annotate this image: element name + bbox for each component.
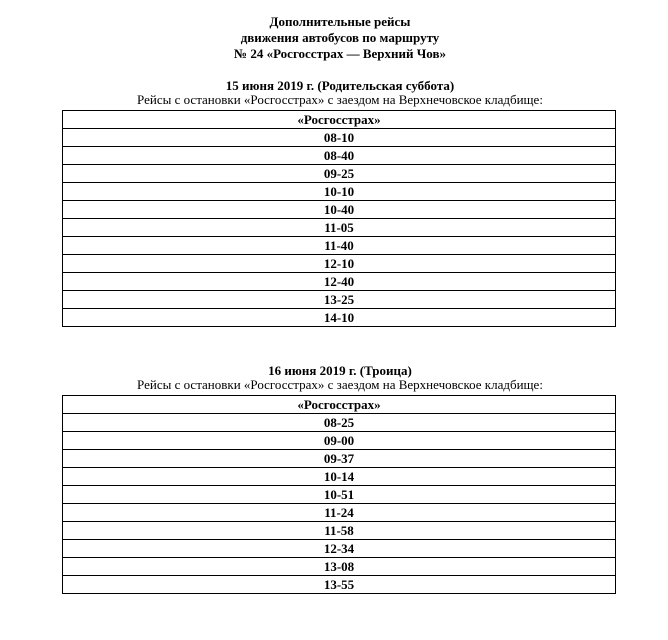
table-row [63, 504, 616, 522]
departure-time: 10-40 [63, 201, 616, 219]
table-row [63, 291, 616, 309]
departure-time: 12-40 [63, 273, 616, 291]
table-row [63, 273, 616, 291]
table-row [63, 183, 616, 201]
departure-time: 12-10 [63, 255, 616, 273]
table-row [63, 129, 616, 147]
table-row [63, 576, 616, 594]
departure-time: 10-51 [63, 486, 616, 504]
departure-time: 09-00 [63, 432, 616, 450]
table-row [63, 522, 616, 540]
header-line-2: движения автобусов по маршруту [240, 30, 440, 45]
departure-time: 08-25 [63, 414, 616, 432]
section-1-subtitle: Рейсы с остановки «Росгосстрах» с заездом на Верхнечовское кладбище: [137, 92, 543, 107]
table-row [63, 201, 616, 219]
table-row [63, 468, 616, 486]
table-row [63, 486, 616, 504]
departure-time: 10-10 [63, 183, 616, 201]
departure-time: 08-10 [63, 129, 616, 147]
departure-time: 11-24 [63, 504, 616, 522]
departure-time: 09-25 [63, 165, 616, 183]
header-line-3: № 24 «Росгосстрах — Верхний Чов» [234, 46, 446, 61]
departure-time: 11-05 [63, 219, 616, 237]
section-2-title: 16 июня 2019 г. (Троица) [268, 363, 412, 378]
section-2-subtitle: Рейсы с остановки «Росгосстрах» с заездом на Верхнечовское кладбище: [137, 377, 543, 392]
table-row [63, 414, 616, 432]
table-row [63, 558, 616, 576]
table-header-row [63, 396, 616, 414]
departure-time: 11-40 [63, 237, 616, 255]
departure-time: 11-58 [63, 522, 616, 540]
column-header: «Росгосстрах» [63, 111, 616, 129]
header-line-1: Дополнительные рейсы [269, 14, 411, 29]
departure-time: 14-10 [63, 309, 616, 327]
column-header: «Росгосстрах» [63, 396, 616, 414]
document-header [0, 14, 668, 62]
table-row [63, 219, 616, 237]
section-1-schedule-table [62, 110, 616, 327]
departure-time: 10-14 [63, 468, 616, 486]
table-row [63, 450, 616, 468]
table-header-row [63, 111, 616, 129]
table-row [63, 147, 616, 165]
table-row [63, 237, 616, 255]
departure-time: 13-08 [63, 558, 616, 576]
section-2-schedule-table [62, 395, 616, 594]
table-row [63, 432, 616, 450]
departure-time: 09-37 [63, 450, 616, 468]
table-row [63, 255, 616, 273]
departure-time: 13-55 [63, 576, 616, 594]
departure-time: 08-40 [63, 147, 616, 165]
departure-time: 12-34 [63, 540, 616, 558]
departure-time: 13-25 [63, 291, 616, 309]
table-row [63, 540, 616, 558]
table-row [63, 309, 616, 327]
section-1-title: 15 июня 2019 г. (Родительская суббота) [225, 78, 455, 93]
table-row [63, 165, 616, 183]
